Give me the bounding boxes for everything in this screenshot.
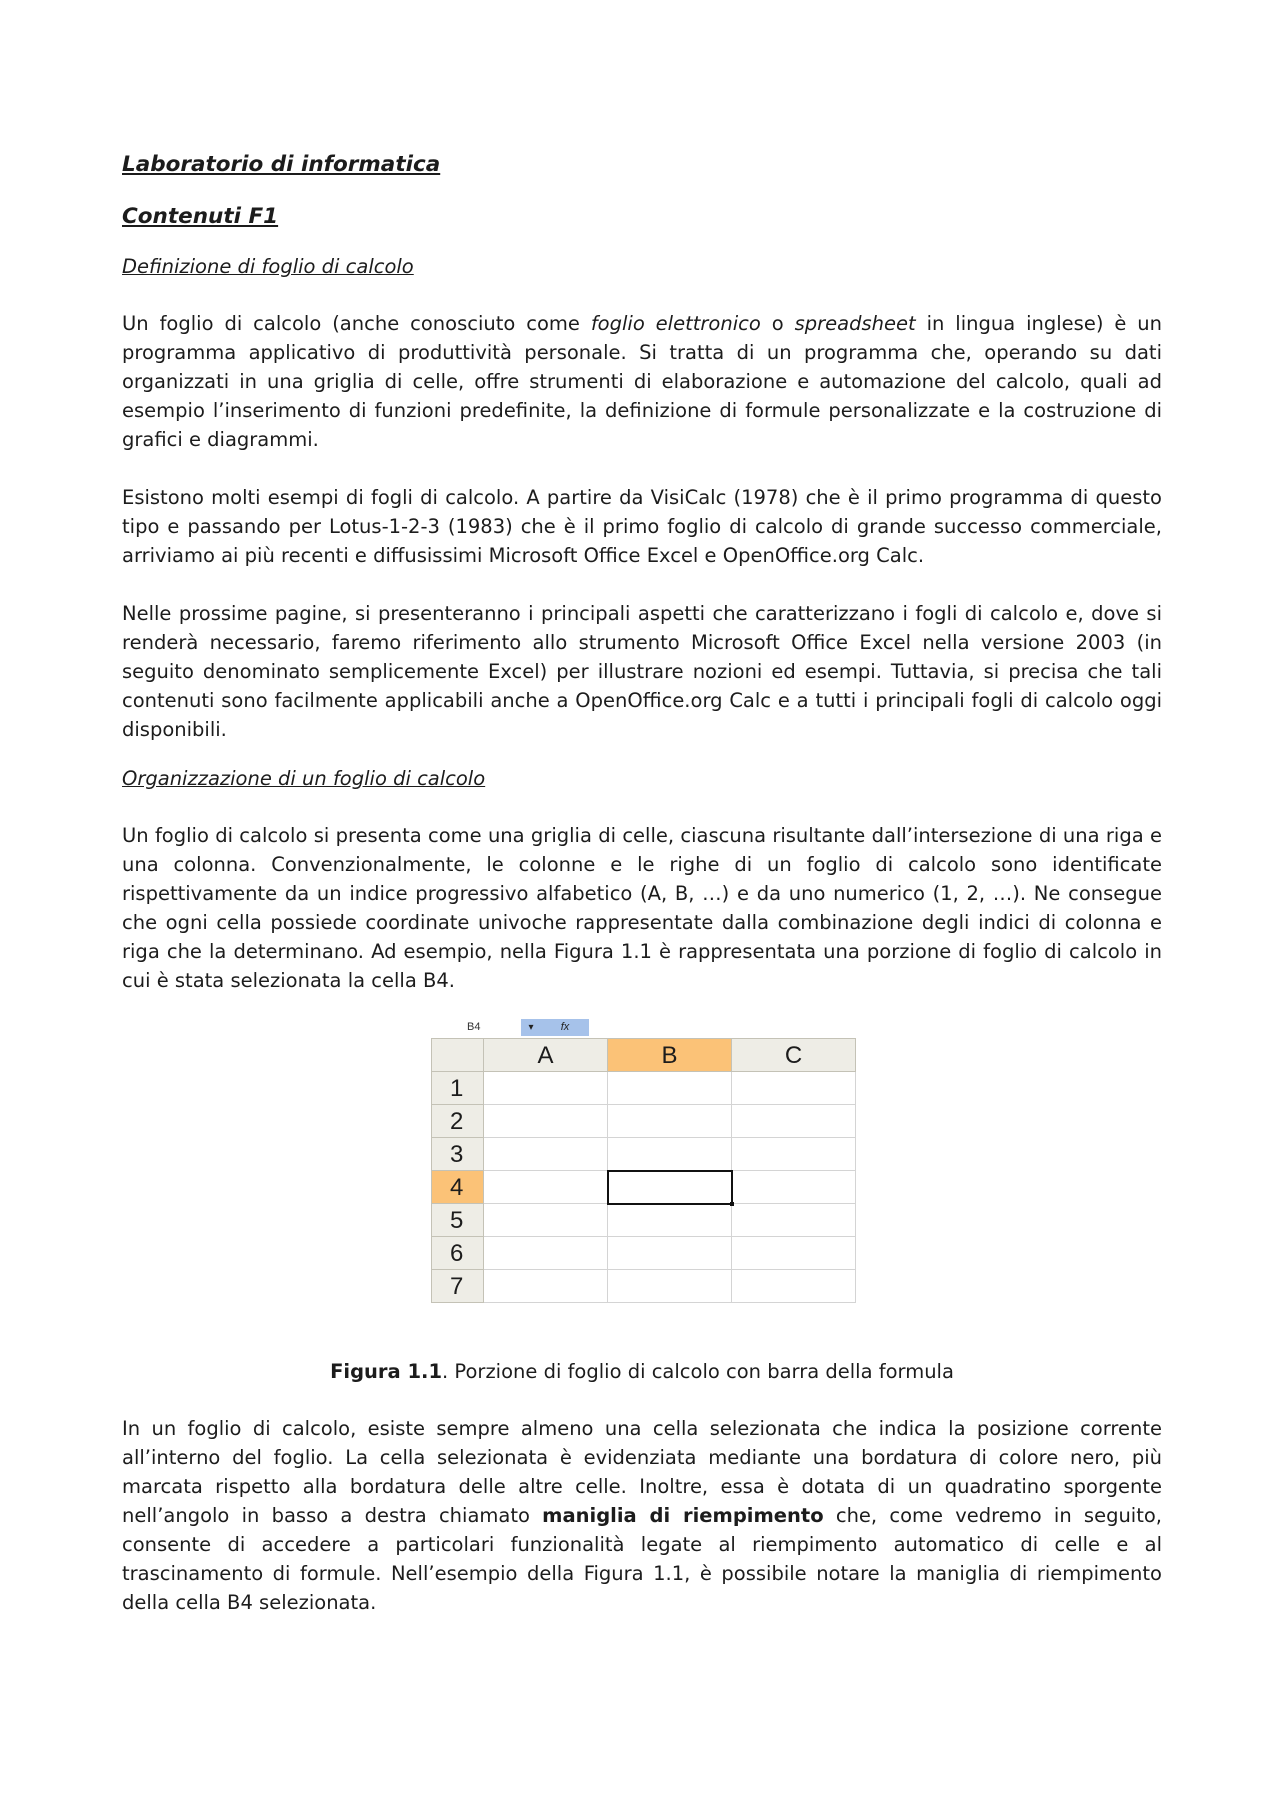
paragraph-text: o: [760, 312, 795, 335]
cell-a1[interactable]: [484, 1072, 608, 1105]
cell-a6[interactable]: [484, 1237, 608, 1270]
cell-c7[interactable]: [732, 1270, 856, 1303]
heading-contenuti: Contenuti F1: [122, 204, 279, 229]
cell-a2[interactable]: [484, 1105, 608, 1138]
bold-term: maniglia di riempimento: [542, 1504, 824, 1527]
cell-a7[interactable]: [484, 1270, 608, 1303]
row-header[interactable]: 7: [432, 1270, 484, 1303]
cell-b5[interactable]: [608, 1204, 732, 1237]
cell-b1[interactable]: [608, 1072, 732, 1105]
formula-bar: [431, 1019, 857, 1038]
figure-caption: [122, 1357, 1162, 1386]
select-all-corner[interactable]: [432, 1039, 484, 1072]
spreadsheet-portion: [431, 1019, 857, 1303]
fx-icon[interactable]: fx: [541, 1019, 589, 1036]
paragraph-esempi: Esistono molti esempi di fogli di calcolo. A partire da VisiCalc (1978) che è il primo programma di questo tipo e passando per Lotus-1-2-3 (1983) che è il primo foglio di calcolo di grande successo commerciale, arriviamo ai più recenti e diffusissimi Microsoft Office Excel e OpenOffice.org Calc.: [122, 486, 1162, 567]
section-title-definizione: Definizione di foglio di calcolo: [122, 255, 414, 278]
row-header[interactable]: 5: [432, 1204, 484, 1237]
paragraph-text: Un foglio di calcolo (anche conosciuto come: [122, 312, 591, 335]
cell-b7[interactable]: [608, 1270, 732, 1303]
column-header-row: [432, 1039, 856, 1072]
heading-lab: Laboratorio di informatica: [122, 152, 441, 177]
cell-c2[interactable]: [732, 1105, 856, 1138]
figure-spreadsheet: [122, 1017, 1162, 1357]
paragraph-prossime-pagine: Nelle prossime pagine, si presenteranno i principali aspetti che caratterizzano i fogli di calcolo e, dove si renderà necessario, faremo riferimento allo strumento Microsoft Office Excel nella versione 2003 (in seguito denominato semplicemente Excel) per illustrare nozioni ed esempi. Tuttavia, si precisa che tali contenuti sono facilmente applicabili anche a OpenOffice.org Calc e a tutti i principali fogli di calcolo oggi disponibili.: [122, 602, 1162, 741]
row-header[interactable]: 1: [432, 1072, 484, 1105]
cell-b2[interactable]: [608, 1105, 732, 1138]
cell-c1[interactable]: [732, 1072, 856, 1105]
document-page: [122, 150, 1162, 1617]
caption-text: . Porzione di foglio di calcolo con barra della formula: [442, 1360, 954, 1383]
grid-row: [432, 1072, 856, 1105]
row-header-selected[interactable]: 4: [432, 1171, 484, 1204]
cell-c3[interactable]: [732, 1138, 856, 1171]
selected-cell-b4[interactable]: [608, 1171, 732, 1204]
cell-a5[interactable]: [484, 1204, 608, 1237]
paragraph-cella-selezionata: [122, 1414, 1162, 1617]
cell-a4[interactable]: [484, 1171, 608, 1204]
paragraph-text: che, come vedremo in seguito, consente di accedere a particolari funzionalità legate al riempimento automatico di celle e al trascinamento di formule. Nell’esempio della Figura 1.1, è possibile notare la maniglia di riempimento della cella B4 selezionata.: [122, 1504, 1162, 1614]
row-header[interactable]: 6: [432, 1237, 484, 1270]
grid-row: [432, 1204, 856, 1237]
cell-c6[interactable]: [732, 1237, 856, 1270]
emphasis-text: spreadsheet: [794, 312, 916, 335]
paragraph-definizione: [122, 309, 1162, 454]
grid-row: [432, 1138, 856, 1171]
chevron-down-icon[interactable]: ▾: [521, 1019, 541, 1036]
section-title-organizzazione: Organizzazione di un foglio di calcolo: [122, 767, 486, 790]
paragraph-organizzazione: Un foglio di calcolo si presenta come una griglia di celle, ciascuna risultante dall’intersezione di una riga e una colonna. Convenzionalmente, le colonne e le righe di un foglio di calcolo sono identificate rispettivamente da un indice progressivo alfabetico (A, B, …) e da uno numerico (1, 2, …). Ne consegue che ogni cella possiede coordinate univoche rappresentate dalla combinazione degli indici di colonna e riga che la determinano. Ad esempio, nella Figura 1.1 è rappresentata una porzione di foglio di calcolo in cui è stata selezionata la cella B4.: [122, 824, 1162, 992]
paragraph-text: in lingua inglese) è un programma applicativo di produttività personale. Si tratta di un programma che, operando su dati organizzati in una griglia di celle, offre strumenti di elaborazione e automazione del calcolo, quali ad esempio l’inserimento di funzioni predefinite, la definizione di formule personalizzate e la costruzione di grafici e diagrammi.: [122, 312, 1163, 451]
grid-row: [432, 1171, 856, 1204]
name-box[interactable]: B4: [467, 1021, 481, 1033]
cell-b3[interactable]: [608, 1138, 732, 1171]
row-header[interactable]: 3: [432, 1138, 484, 1171]
cell-c5[interactable]: [732, 1204, 856, 1237]
column-header-c[interactable]: C: [732, 1039, 856, 1072]
caption-label: Figura 1.1: [330, 1360, 443, 1383]
fill-handle[interactable]: [730, 1202, 734, 1206]
grid-row: [432, 1237, 856, 1270]
cell-grid: [431, 1038, 856, 1303]
cell-a3[interactable]: [484, 1138, 608, 1171]
emphasis-text: foglio elettronico: [590, 312, 761, 335]
row-header[interactable]: 2: [432, 1105, 484, 1138]
paragraph-text: In un foglio di calcolo, esiste sempre almeno una cella selezionata che indica la posizione corrente all’interno del foglio. La cella selezionata è evidenziata mediante una bordatura di colore nero, più marcata rispetto alla bordatura delle altre celle. Inoltre, essa è dotata di un quadratino sporgente nell’angolo in basso a destra chiamato: [122, 1417, 1162, 1527]
grid-row: [432, 1105, 856, 1138]
grid-row: [432, 1270, 856, 1303]
cell-c4[interactable]: [732, 1171, 856, 1204]
cell-b6[interactable]: [608, 1237, 732, 1270]
column-header-a[interactable]: A: [484, 1039, 608, 1072]
column-header-b[interactable]: B: [608, 1039, 732, 1072]
